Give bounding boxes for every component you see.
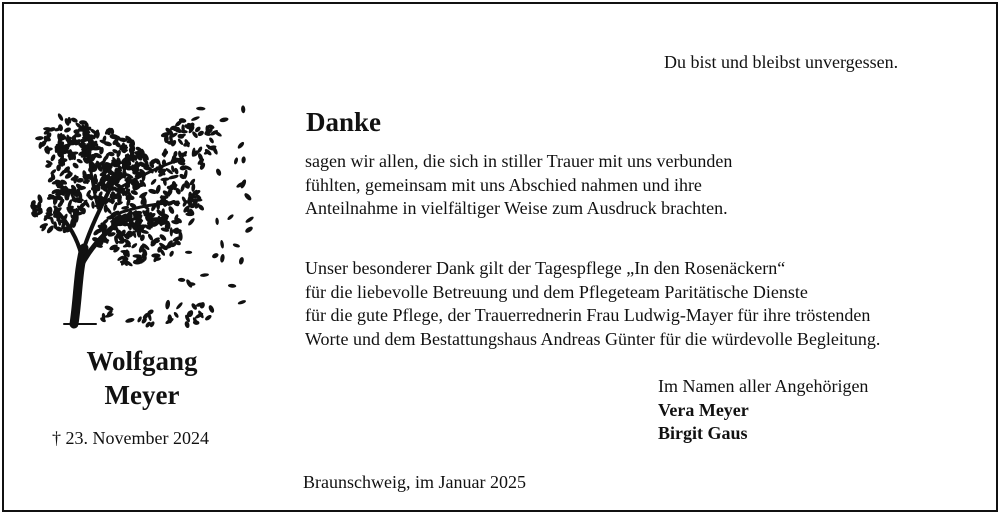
- special-thanks-paragraph: [305, 257, 880, 351]
- text-line: Anteilnahme in vielfältiger Weise zum Ausdruck brachten.: [305, 198, 728, 218]
- signature-block: [658, 375, 868, 446]
- text-line: sagen wir allen, die sich in stiller Trauer mit uns verbunden: [305, 151, 733, 171]
- thanks-paragraph: [305, 150, 732, 221]
- last-name: Meyer: [104, 380, 180, 410]
- text-line: für die liebevolle Betreuung und dem Pflegeteam Paritätische Dienste: [305, 281, 808, 302]
- deceased-name: [40, 344, 244, 412]
- tree-icon: [28, 98, 256, 334]
- heading: Danke: [306, 107, 382, 137]
- motto: Du bist und bleibst unvergessen.: [664, 52, 899, 72]
- text-line: für die gute Pflege, der Trauerrednerin Frau Ludwig-Mayer für ihre tröstenden: [305, 305, 871, 325]
- text-line: Unser besonderer Dank gilt der Tagespflege „In den Rosenäckern“: [305, 258, 786, 278]
- place-date: Braunschweig, im Januar 2025: [303, 472, 526, 492]
- signature-name: Birgit Gaus: [658, 423, 748, 443]
- text-line: Worte und dem Bestattungshaus Andreas Günter für die würdevolle Begleitung.: [305, 328, 881, 349]
- first-name: Wolfgang: [86, 346, 198, 376]
- signature-intro: Im Namen aller Angehörigen: [658, 376, 869, 396]
- death-date: † 23. November 2024: [52, 428, 209, 448]
- signature-name: Vera Meyer: [658, 399, 749, 420]
- text-line: fühlten, gemeinsam mit uns Abschied nahmen und ihre: [305, 174, 702, 195]
